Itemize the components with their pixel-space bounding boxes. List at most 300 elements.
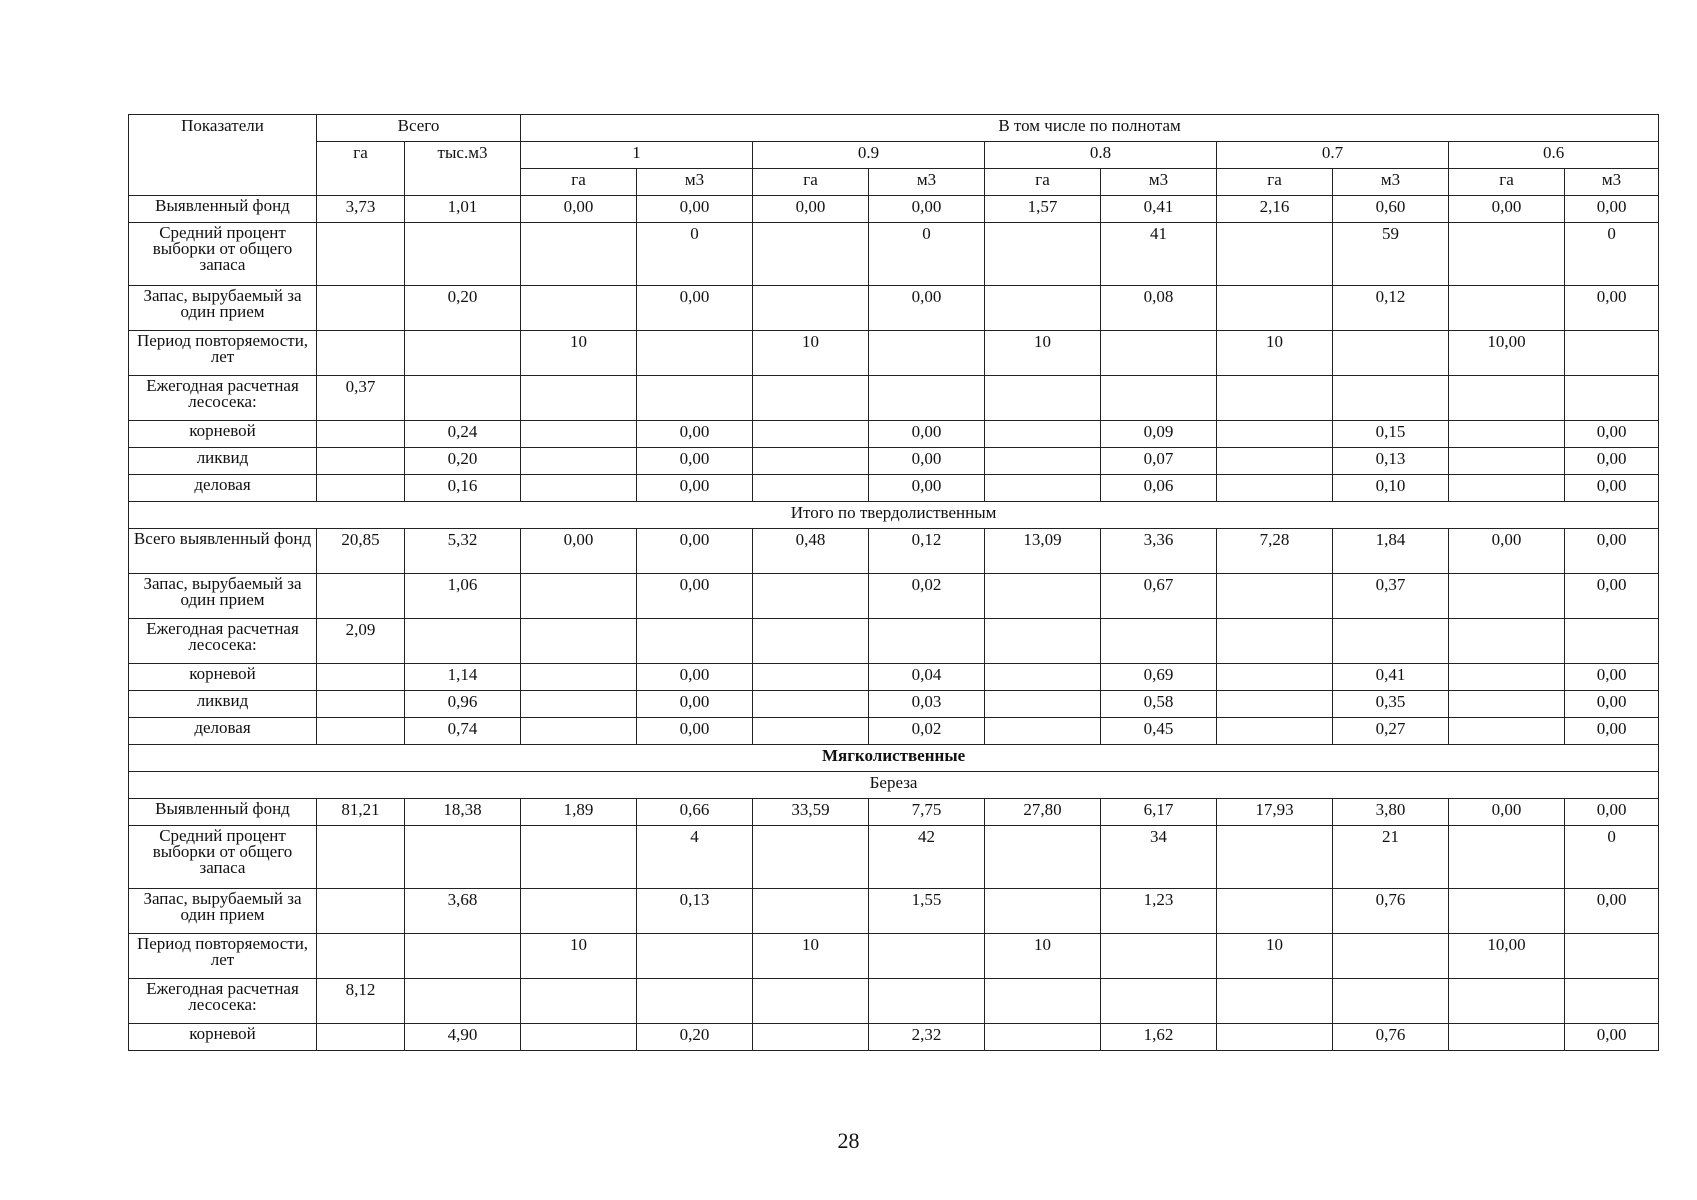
- table-cell: 1,14: [405, 664, 521, 691]
- table-cell: 0,45: [1101, 718, 1217, 745]
- table-cell: [753, 448, 869, 475]
- table-cell: [317, 331, 405, 376]
- table-cell: [1449, 691, 1565, 718]
- table-cell: [521, 475, 637, 502]
- row-label: Средний процент выборки от общего запаса: [129, 826, 317, 889]
- table-cell: [1217, 448, 1333, 475]
- header-unit-ha: га: [521, 169, 637, 196]
- table-cell: 3,68: [405, 889, 521, 934]
- table-cell: [985, 223, 1101, 286]
- table-cell: [317, 889, 405, 934]
- table-cell: 0,00: [1565, 799, 1659, 826]
- table-row: [129, 475, 1659, 502]
- table-cell: [985, 1024, 1101, 1051]
- table-cell: [985, 979, 1101, 1024]
- table-row: [129, 421, 1659, 448]
- table-cell: [753, 664, 869, 691]
- table-row: [129, 799, 1659, 826]
- table-cell: [1449, 421, 1565, 448]
- table-cell: 7,75: [869, 799, 985, 826]
- table-cell: 0,00: [869, 475, 985, 502]
- table-cell: [1217, 376, 1333, 421]
- table-cell: 0,13: [637, 889, 753, 934]
- table-cell: 1,55: [869, 889, 985, 934]
- header-unit-m3: м3: [869, 169, 985, 196]
- table-cell: 0: [1565, 826, 1659, 889]
- table-cell: [317, 421, 405, 448]
- table-cell: [1217, 691, 1333, 718]
- table-cell: 0,00: [869, 448, 985, 475]
- table-cell: 41: [1101, 223, 1217, 286]
- table-cell: [753, 475, 869, 502]
- table-cell: 0,37: [1333, 574, 1449, 619]
- table-row: [129, 619, 1659, 664]
- table-cell: [317, 1024, 405, 1051]
- table-cell: 2,32: [869, 1024, 985, 1051]
- table-cell: [317, 934, 405, 979]
- page-number: 28: [837, 1128, 860, 1153]
- table-cell: [985, 448, 1101, 475]
- table-cell: [637, 376, 753, 421]
- table-cell: [1217, 421, 1333, 448]
- table-cell: [753, 223, 869, 286]
- table-cell: [405, 223, 521, 286]
- section-heading: Итого по твердолиственным: [129, 502, 1659, 529]
- table-cell: 0,00: [869, 286, 985, 331]
- row-label: Ежегодная расчетная лесосека:: [129, 376, 317, 421]
- table-cell: 0,13: [1333, 448, 1449, 475]
- table-cell: [405, 376, 521, 421]
- table-cell: 1,84: [1333, 529, 1449, 574]
- table-row: [129, 664, 1659, 691]
- table-cell: 0,00: [1449, 196, 1565, 223]
- table-cell: [521, 223, 637, 286]
- table-cell: [1217, 664, 1333, 691]
- table-cell: [1101, 979, 1217, 1024]
- table-cell: [521, 421, 637, 448]
- table-row: [129, 889, 1659, 934]
- row-label: деловая: [129, 475, 317, 502]
- table-cell: [1333, 979, 1449, 1024]
- table-cell: 0,00: [521, 529, 637, 574]
- table-cell: 33,59: [753, 799, 869, 826]
- table-cell: [1101, 619, 1217, 664]
- header-density-0-9: 0.9: [753, 142, 985, 169]
- table-cell: 42: [869, 826, 985, 889]
- row-label: корневой: [129, 421, 317, 448]
- table-cell: [985, 889, 1101, 934]
- table-cell: 0: [869, 223, 985, 286]
- table-cell: 0,00: [637, 286, 753, 331]
- table-cell: [869, 619, 985, 664]
- table-cell: 21: [1333, 826, 1449, 889]
- table-cell: [1565, 619, 1659, 664]
- table-cell: 0,00: [637, 691, 753, 718]
- table-cell: [1101, 376, 1217, 421]
- header-total-thous-m3: тыс.м3: [405, 142, 521, 196]
- table-cell: 20,85: [317, 529, 405, 574]
- table-cell: [985, 826, 1101, 889]
- table-row: [129, 691, 1659, 718]
- table-cell: 0,69: [1101, 664, 1217, 691]
- table-cell: 1,62: [1101, 1024, 1217, 1051]
- header-density-0-8: 0.8: [985, 142, 1217, 169]
- header-density-1: 1: [521, 142, 753, 169]
- table-cell: [521, 1024, 637, 1051]
- table-cell: [1217, 223, 1333, 286]
- header-unit-ha: га: [1217, 169, 1333, 196]
- row-label: ликвид: [129, 448, 317, 475]
- table-row: [129, 529, 1659, 574]
- table-cell: 0,00: [1565, 889, 1659, 934]
- table-cell: 0,24: [405, 421, 521, 448]
- table-cell: 10: [985, 934, 1101, 979]
- table-cell: 59: [1333, 223, 1449, 286]
- table-cell: [1333, 331, 1449, 376]
- row-label: ликвид: [129, 691, 317, 718]
- table-cell: 0,00: [637, 529, 753, 574]
- table-cell: 17,93: [1217, 799, 1333, 826]
- table-cell: 10: [753, 331, 869, 376]
- table-cell: 10,00: [1449, 331, 1565, 376]
- table-cell: [985, 619, 1101, 664]
- table-cell: [1449, 889, 1565, 934]
- table-cell: [753, 421, 869, 448]
- table-cell: [753, 376, 869, 421]
- table-cell: [1449, 223, 1565, 286]
- table-cell: 0,58: [1101, 691, 1217, 718]
- table-row: [129, 718, 1659, 745]
- table-cell: 0,00: [1565, 574, 1659, 619]
- table-cell: 0,00: [1565, 421, 1659, 448]
- header-unit-m3: м3: [1333, 169, 1449, 196]
- table-cell: 0,00: [753, 196, 869, 223]
- header-unit-ha: га: [985, 169, 1101, 196]
- table-cell: [521, 718, 637, 745]
- table-cell: [753, 691, 869, 718]
- table-row: [129, 286, 1659, 331]
- table-cell: 0,00: [1565, 475, 1659, 502]
- table-cell: [405, 826, 521, 889]
- table-cell: [521, 889, 637, 934]
- table-cell: [521, 376, 637, 421]
- table-cell: 0,10: [1333, 475, 1449, 502]
- table-cell: 0: [637, 223, 753, 286]
- header-indicators: Показатели: [129, 115, 317, 196]
- table-cell: 0,37: [317, 376, 405, 421]
- table-cell: [1449, 664, 1565, 691]
- table-cell: 0,07: [1101, 448, 1217, 475]
- table-cell: 34: [1101, 826, 1217, 889]
- table-cell: 6,17: [1101, 799, 1217, 826]
- header-row-1: [129, 115, 1659, 142]
- table-cell: 0,00: [1565, 529, 1659, 574]
- section-heading-row: [129, 772, 1659, 799]
- table-cell: 0,00: [1565, 286, 1659, 331]
- table-cell: 81,21: [317, 799, 405, 826]
- table-cell: 10: [1217, 934, 1333, 979]
- table-row: [129, 331, 1659, 376]
- row-label: Запас, вырубаемый за один прием: [129, 889, 317, 934]
- table-cell: 1,57: [985, 196, 1101, 223]
- table-row: [129, 979, 1659, 1024]
- table-cell: [1449, 826, 1565, 889]
- table-cell: [1333, 619, 1449, 664]
- header-unit-m3: м3: [1565, 169, 1659, 196]
- table-cell: 3,80: [1333, 799, 1449, 826]
- header-total: Всего: [317, 115, 521, 142]
- table-row: [129, 826, 1659, 889]
- header-unit-ha: га: [1449, 169, 1565, 196]
- table-cell: [521, 574, 637, 619]
- table-cell: 10: [521, 331, 637, 376]
- table-cell: 0,12: [869, 529, 985, 574]
- table-row: [129, 448, 1659, 475]
- section-heading: Береза: [129, 772, 1659, 799]
- table-cell: [521, 286, 637, 331]
- table-cell: [753, 826, 869, 889]
- table-cell: 0,00: [1565, 664, 1659, 691]
- table-cell: [521, 979, 637, 1024]
- table-row: [129, 376, 1659, 421]
- table-cell: [753, 619, 869, 664]
- table-row: [129, 934, 1659, 979]
- table-cell: 0,12: [1333, 286, 1449, 331]
- row-label: Период повторяемости, лет: [129, 331, 317, 376]
- table-cell: [317, 718, 405, 745]
- table-cell: 4,90: [405, 1024, 521, 1051]
- header-unit-ha: га: [753, 169, 869, 196]
- header-unit-m3: м3: [637, 169, 753, 196]
- table-cell: [405, 934, 521, 979]
- table-cell: [317, 223, 405, 286]
- table-cell: 0,48: [753, 529, 869, 574]
- table-row: [129, 223, 1659, 286]
- table-cell: [637, 934, 753, 979]
- table-cell: [985, 475, 1101, 502]
- table-cell: 0,00: [869, 421, 985, 448]
- table-cell: [753, 574, 869, 619]
- table-cell: [869, 331, 985, 376]
- table-cell: 0,41: [1101, 196, 1217, 223]
- table-cell: [869, 934, 985, 979]
- table-cell: 8,12: [317, 979, 405, 1024]
- table-cell: [1449, 979, 1565, 1024]
- table-cell: [753, 718, 869, 745]
- table-cell: 10: [985, 331, 1101, 376]
- header-density-0-6: 0.6: [1449, 142, 1659, 169]
- table-cell: [317, 448, 405, 475]
- table-cell: [1101, 934, 1217, 979]
- table-cell: 10: [753, 934, 869, 979]
- table-cell: [1565, 979, 1659, 1024]
- table-cell: 0,00: [869, 196, 985, 223]
- table-cell: [1217, 889, 1333, 934]
- table-cell: 0,15: [1333, 421, 1449, 448]
- table-cell: [753, 889, 869, 934]
- table-cell: [1333, 376, 1449, 421]
- table-cell: 0,27: [1333, 718, 1449, 745]
- row-label: корневой: [129, 664, 317, 691]
- table-cell: [1449, 718, 1565, 745]
- table-cell: 0,00: [1565, 196, 1659, 223]
- table-cell: 0,00: [637, 421, 753, 448]
- table-cell: 0,00: [1565, 718, 1659, 745]
- table-cell: 0,76: [1333, 1024, 1449, 1051]
- table-cell: [521, 826, 637, 889]
- table-cell: 4: [637, 826, 753, 889]
- table-cell: 0,00: [637, 574, 753, 619]
- table-cell: 0,00: [637, 475, 753, 502]
- table-cell: [521, 448, 637, 475]
- table-cell: 0,74: [405, 718, 521, 745]
- row-label: Выявленный фонд: [129, 196, 317, 223]
- table-cell: [1449, 286, 1565, 331]
- table-cell: 3,73: [317, 196, 405, 223]
- table-cell: [753, 979, 869, 1024]
- table-cell: [869, 979, 985, 1024]
- table-cell: [521, 664, 637, 691]
- table-cell: [521, 619, 637, 664]
- table-cell: [1449, 574, 1565, 619]
- table-cell: 0: [1565, 223, 1659, 286]
- table-cell: [317, 691, 405, 718]
- row-label: Запас, вырубаемый за один прием: [129, 574, 317, 619]
- table-cell: [1217, 286, 1333, 331]
- table-cell: [1565, 331, 1659, 376]
- table-cell: 0,00: [1449, 799, 1565, 826]
- table-cell: [985, 421, 1101, 448]
- table-cell: 2,16: [1217, 196, 1333, 223]
- row-label: Ежегодная расчетная лесосека:: [129, 619, 317, 664]
- table-cell: 0,41: [1333, 664, 1449, 691]
- table-cell: [1217, 619, 1333, 664]
- table-row: [129, 196, 1659, 223]
- table-cell: [1449, 448, 1565, 475]
- table-cell: [405, 331, 521, 376]
- table-cell: 0,03: [869, 691, 985, 718]
- table-cell: [1217, 1024, 1333, 1051]
- table-cell: 1,23: [1101, 889, 1217, 934]
- section-heading-row: [129, 502, 1659, 529]
- table-cell: [985, 718, 1101, 745]
- table-cell: [1449, 376, 1565, 421]
- table-cell: 0,00: [521, 196, 637, 223]
- table-cell: 0,16: [405, 475, 521, 502]
- table-cell: [1217, 718, 1333, 745]
- header-unit-m3: м3: [1101, 169, 1217, 196]
- header-by-density: В том числе по полнотам: [521, 115, 1659, 142]
- table-cell: [405, 979, 521, 1024]
- table-cell: 0,20: [405, 286, 521, 331]
- table-cell: 0,00: [1565, 691, 1659, 718]
- table-cell: 0,02: [869, 574, 985, 619]
- table-cell: [1449, 619, 1565, 664]
- row-label: корневой: [129, 1024, 317, 1051]
- table-cell: 0,04: [869, 664, 985, 691]
- table-cell: [1217, 826, 1333, 889]
- table-cell: [753, 286, 869, 331]
- table-cell: [985, 376, 1101, 421]
- table-cell: [637, 331, 753, 376]
- table-cell: [1217, 979, 1333, 1024]
- table-cell: [1217, 475, 1333, 502]
- table-cell: 0,76: [1333, 889, 1449, 934]
- table-cell: 1,06: [405, 574, 521, 619]
- table-cell: [1565, 376, 1659, 421]
- table-cell: 0,20: [637, 1024, 753, 1051]
- forest-fund-table: [128, 114, 1659, 1051]
- table-cell: [317, 475, 405, 502]
- row-label: Всего выявленный фонд: [129, 529, 317, 574]
- table-row: [129, 1024, 1659, 1051]
- table-cell: 0,08: [1101, 286, 1217, 331]
- row-label: Средний процент выборки от общего запаса: [129, 223, 317, 286]
- table-cell: [985, 664, 1101, 691]
- table-cell: [317, 574, 405, 619]
- table-cell: 0,35: [1333, 691, 1449, 718]
- table-cell: 18,38: [405, 799, 521, 826]
- table-cell: 0,02: [869, 718, 985, 745]
- header-total-ha: га: [317, 142, 405, 196]
- table-cell: [985, 574, 1101, 619]
- table-cell: 0,00: [1449, 529, 1565, 574]
- table-cell: [1333, 934, 1449, 979]
- table-cell: [521, 691, 637, 718]
- table-cell: 0,96: [405, 691, 521, 718]
- table-cell: [753, 1024, 869, 1051]
- table-cell: 0,66: [637, 799, 753, 826]
- table-cell: 0,67: [1101, 574, 1217, 619]
- table-cell: 10,00: [1449, 934, 1565, 979]
- table-cell: 0,00: [1565, 448, 1659, 475]
- row-label: деловая: [129, 718, 317, 745]
- table-cell: [637, 619, 753, 664]
- table-cell: 2,09: [317, 619, 405, 664]
- table-cell: 10: [521, 934, 637, 979]
- table-cell: 5,32: [405, 529, 521, 574]
- row-label: Запас, вырубаемый за один прием: [129, 286, 317, 331]
- table-cell: [317, 286, 405, 331]
- table-cell: 10: [1217, 331, 1333, 376]
- table-cell: 0,00: [1565, 1024, 1659, 1051]
- table-cell: [1101, 331, 1217, 376]
- table-cell: 27,80: [985, 799, 1101, 826]
- table-cell: [1217, 574, 1333, 619]
- table-cell: 0,60: [1333, 196, 1449, 223]
- table-cell: 0,00: [637, 196, 753, 223]
- row-label: Период повторяемости, лет: [129, 934, 317, 979]
- table-cell: [985, 691, 1101, 718]
- table-cell: [985, 286, 1101, 331]
- table-cell: [317, 664, 405, 691]
- table-cell: 0,00: [637, 664, 753, 691]
- row-label: Ежегодная расчетная лесосека:: [129, 979, 317, 1024]
- table-cell: 0,00: [637, 448, 753, 475]
- table-cell: [317, 826, 405, 889]
- row-label: Выявленный фонд: [129, 799, 317, 826]
- table-cell: 1,01: [405, 196, 521, 223]
- header-density-0-7: 0.7: [1217, 142, 1449, 169]
- table-cell: 7,28: [1217, 529, 1333, 574]
- table-row: [129, 574, 1659, 619]
- section-heading-bold-row: [129, 745, 1659, 772]
- table-cell: [405, 619, 521, 664]
- table-cell: 13,09: [985, 529, 1101, 574]
- table-cell: 0,00: [637, 718, 753, 745]
- table-cell: 0,09: [1101, 421, 1217, 448]
- table-cell: [1565, 934, 1659, 979]
